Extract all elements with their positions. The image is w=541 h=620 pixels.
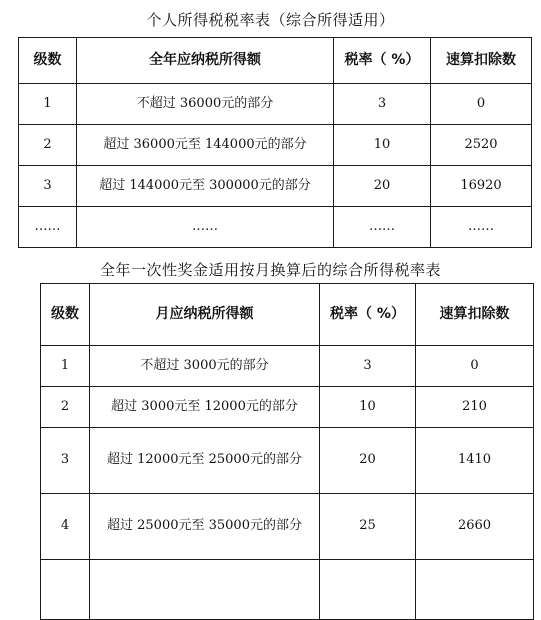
header-quick-deduction: 速算扣除数 [431, 38, 532, 84]
cell-tax-rate: 3 [334, 84, 431, 125]
cell-tax-rate: 20 [320, 428, 416, 494]
cell-level: 1 [41, 346, 90, 387]
cell-tax-rate: …… [334, 207, 431, 248]
cell-quick-deduction: 0 [431, 84, 532, 125]
table1-title: 个人所得税税率表（综合所得适用） [146, 11, 395, 29]
table-header-row [19, 38, 532, 84]
table-row [19, 166, 532, 207]
cell-level: 3 [41, 428, 90, 494]
table2-title: 全年一次性奖金适用按月换算后的综合所得税率表 [99, 261, 441, 279]
cell-income-range: 不超过 3000元的部分 [90, 346, 320, 387]
header-level: 级数 [19, 38, 77, 84]
cell-quick-deduction: 1410 [416, 428, 534, 494]
cell-level: …… [19, 207, 77, 248]
header-level: 级数 [41, 284, 90, 346]
cell-level: 1 [19, 84, 77, 125]
table-row [19, 125, 532, 166]
table-row [41, 346, 534, 387]
cell-quick-deduction: 2660 [416, 494, 534, 560]
cell-quick-deduction: …… [431, 207, 532, 248]
cell-tax-rate: 20 [334, 166, 431, 207]
cell-income-range: 超过 36000元至 144000元的部分 [77, 125, 334, 166]
cell-quick-deduction [416, 560, 534, 620]
tax-rate-table-monthly [40, 283, 534, 620]
cell-income-range: 超过 3000元至 12000元的部分 [90, 387, 320, 428]
header-income-range: 月应纳税所得额 [90, 284, 320, 346]
cell-tax-rate: 25 [320, 494, 416, 560]
cell-tax-rate [320, 560, 416, 620]
table-row [19, 207, 532, 248]
cell-quick-deduction: 0 [416, 346, 534, 387]
table-row [41, 387, 534, 428]
table-row [41, 428, 534, 494]
cell-level: 2 [41, 387, 90, 428]
cell-tax-rate: 10 [334, 125, 431, 166]
cell-quick-deduction: 210 [416, 387, 534, 428]
table-row [41, 494, 534, 560]
cell-income-range: …… [77, 207, 334, 248]
header-tax-rate: 税率（ %） [320, 284, 416, 346]
table-header-row [41, 284, 534, 346]
table-row [41, 560, 534, 620]
cell-level: 4 [41, 494, 90, 560]
cell-income-range: 不超过 36000元的部分 [77, 84, 334, 125]
cell-income-range [90, 560, 320, 620]
cell-level: 3 [19, 166, 77, 207]
cell-quick-deduction: 2520 [431, 125, 532, 166]
cell-level: 2 [19, 125, 77, 166]
cell-tax-rate: 10 [320, 387, 416, 428]
cell-income-range: 超过 144000元至 300000元的部分 [77, 166, 334, 207]
header-tax-rate: 税率（ %） [334, 38, 431, 84]
cell-quick-deduction: 16920 [431, 166, 532, 207]
cell-income-range: 超过 12000元至 25000元的部分 [90, 428, 320, 494]
table-row [19, 84, 532, 125]
cell-income-range: 超过 25000元至 35000元的部分 [90, 494, 320, 560]
header-quick-deduction: 速算扣除数 [416, 284, 534, 346]
header-income-range: 全年应纳税所得额 [77, 38, 334, 84]
tax-rate-table-annual [18, 37, 532, 248]
cell-tax-rate: 3 [320, 346, 416, 387]
cell-level [41, 560, 90, 620]
